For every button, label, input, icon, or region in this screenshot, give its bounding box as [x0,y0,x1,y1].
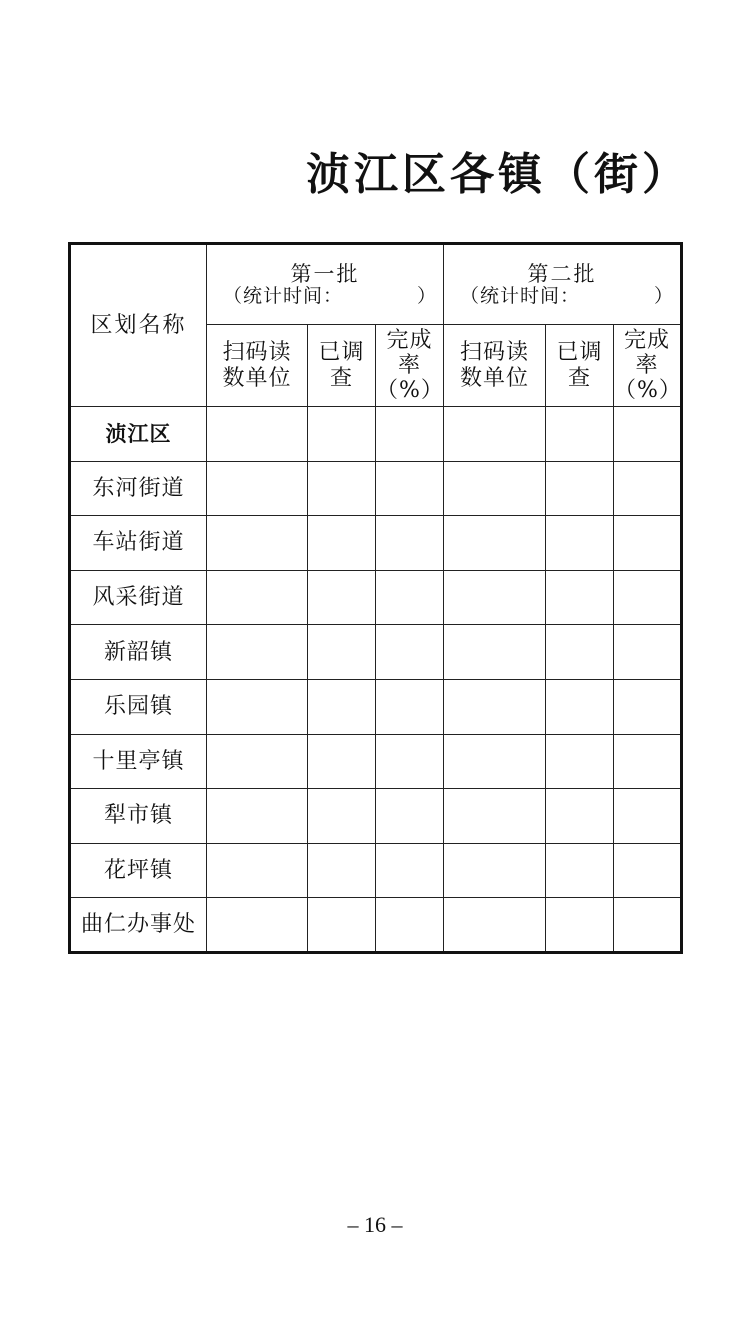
table-cell [376,570,444,625]
table-row [70,570,682,625]
col-line1: 扫码读 [459,340,529,366]
table-row [70,679,682,734]
table-cell [308,570,376,625]
table-row [70,625,682,680]
table-cell [376,407,444,462]
row-region-name: 东河街道 [70,461,207,516]
table-cell [614,843,682,898]
table-cell [308,625,376,680]
table-cell [614,679,682,734]
batch-1-time [207,286,443,308]
row-region-name: 十里亭镇 [70,734,207,789]
table-cell [376,898,444,953]
table-cell [308,461,376,516]
row-region-name: 曲仁办事处 [70,898,207,953]
table-cell [444,516,546,571]
page-title: 浈江区各镇（街） [306,149,690,200]
table-cell [614,789,682,844]
batch-2-header [444,244,682,325]
table-cell [207,407,308,462]
table-cell [546,570,614,625]
table-cell [614,407,682,462]
table-cell [207,734,308,789]
table-cell [444,898,546,953]
batch-1-header [207,244,444,325]
header-region-name: 区划名称 [70,244,207,407]
table-cell [614,898,682,953]
table-cell [444,625,546,680]
table-cell [614,461,682,516]
table-row [70,407,682,462]
table-cell [546,625,614,680]
row-region-name: 犁市镇 [70,789,207,844]
table-row [70,734,682,789]
col-line1: 已调查 [318,340,365,391]
col-line2: （%） [376,378,444,404]
table-cell [308,843,376,898]
col-line2: 数单位 [459,365,529,391]
col-line1: 完成率 [386,327,433,378]
table-cell [614,570,682,625]
col-line2: （%） [614,378,682,404]
table-row [70,516,682,571]
table-cell [546,789,614,844]
batch-1-col-completion [376,325,444,407]
table-cell [444,679,546,734]
table-row [70,461,682,516]
table-cell [376,789,444,844]
batch-2-time-close: ） [654,284,675,307]
table-cell [546,898,614,953]
table-cell [546,843,614,898]
col-line2: 数单位 [222,365,292,391]
table-cell [444,407,546,462]
batch-1-title: 第一批 [290,261,360,286]
table-cell [207,843,308,898]
col-line1: 完成率 [624,327,671,378]
table-cell [308,789,376,844]
table-cell [207,625,308,680]
table-cell [308,679,376,734]
col-line1: 已调查 [556,340,603,391]
row-region-name: 车站街道 [70,516,207,571]
table-cell [546,679,614,734]
table-cell [444,570,546,625]
table-cell [444,789,546,844]
table-cell [444,461,546,516]
row-region-name: 新韶镇 [70,625,207,680]
batch-2-col-scan-units [444,325,546,407]
batch-1-time-label: （统计时间： [223,284,344,307]
table-cell [308,516,376,571]
table-cell [376,625,444,680]
table-cell [614,734,682,789]
table-row [70,898,682,953]
table-cell [207,461,308,516]
table-cell [308,734,376,789]
table-cell [207,898,308,953]
batch-2-title: 第二批 [527,261,597,286]
table-cell [546,407,614,462]
batch-2-time-label: （统计时间： [460,284,581,307]
table-cell [444,734,546,789]
batch-2-time [444,286,680,308]
table-cell [308,407,376,462]
batch-1-col-surveyed [308,325,376,407]
table-cell [308,898,376,953]
table-cell [207,789,308,844]
row-region-name: 浈江区 [70,407,207,462]
page-number: – 16 – [347,1212,403,1237]
table-cell [546,516,614,571]
table-cell [376,734,444,789]
batch-1-col-scan-units [207,325,308,407]
table-cell [444,843,546,898]
row-region-name: 乐园镇 [70,679,207,734]
table-cell [207,516,308,571]
batch-2-col-completion [614,325,682,407]
table-cell [546,461,614,516]
table-cell [376,516,444,571]
table-cell [207,570,308,625]
col-line1: 扫码读 [222,340,292,366]
header-row-batches [70,244,682,325]
table-row [70,843,682,898]
survey-table [68,242,683,954]
table-cell [614,625,682,680]
table-cell [207,679,308,734]
table-cell [376,461,444,516]
batch-1-time-close: ） [416,284,437,307]
row-region-name: 风采街道 [70,570,207,625]
table-cell [376,679,444,734]
row-region-name: 花坪镇 [70,843,207,898]
table-row [70,789,682,844]
batch-2-col-surveyed [546,325,614,407]
table-cell [546,734,614,789]
table-cell [614,516,682,571]
table-cell [376,843,444,898]
